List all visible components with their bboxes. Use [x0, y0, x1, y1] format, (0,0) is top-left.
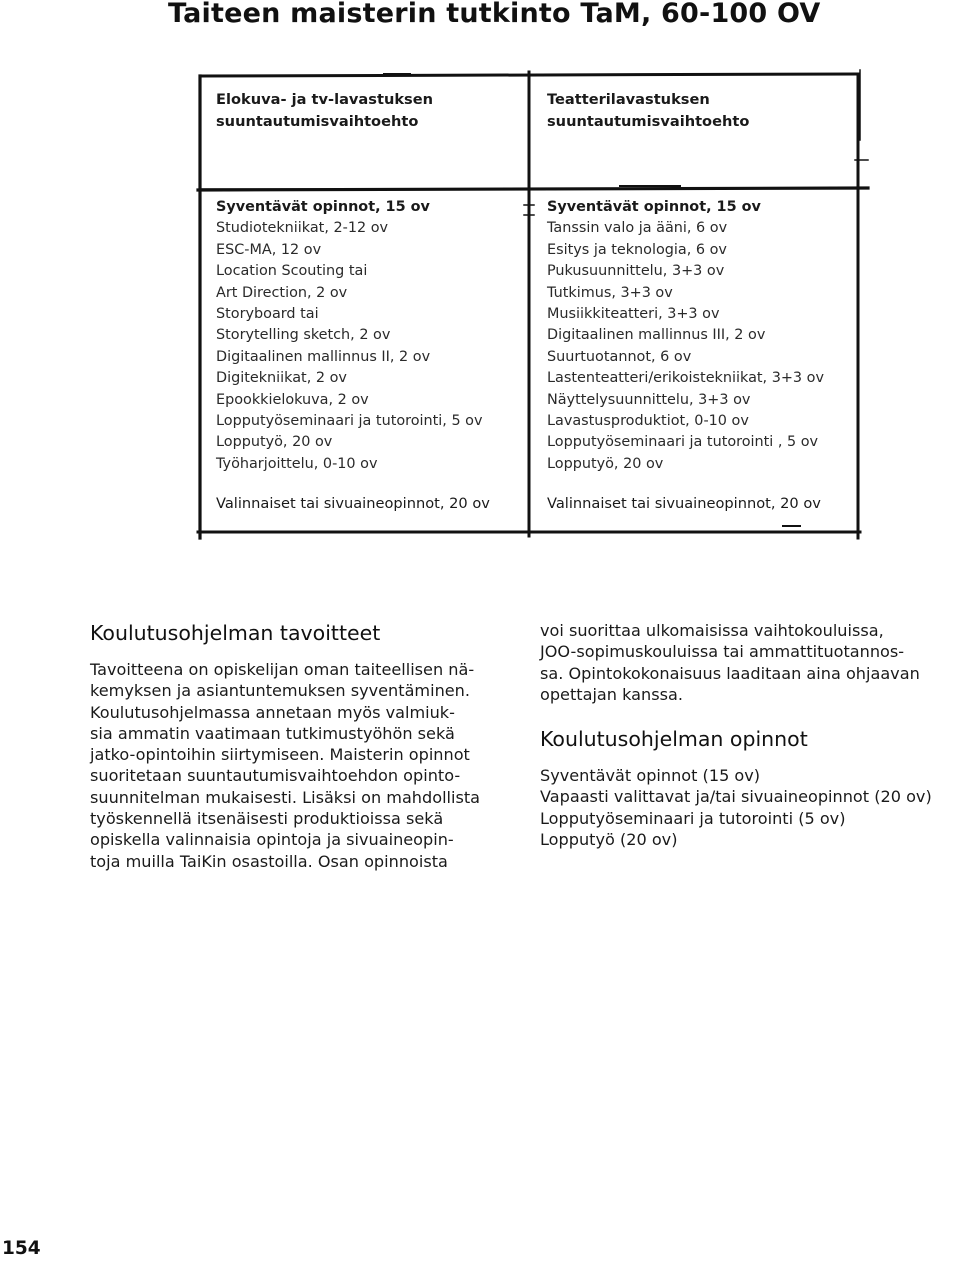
- list-item: ESC-MA, 12 ov: [216, 241, 322, 258]
- col1-header-line: Elokuva- ja tv-lavastuksen: [216, 91, 434, 108]
- goals-text-line: suunnitelman mukaisesti. Lisäksi on mahdollista: [90, 787, 481, 807]
- studies-line: Lopputyöseminaari ja tutorointi (5 ov): [540, 808, 846, 828]
- list-item: Art Direction, 2 ov: [216, 284, 348, 301]
- list-item: Digitaalinen mallinnus III, 2 ov: [547, 327, 766, 344]
- col2-course-list: [547, 197, 824, 475]
- goals-text-line: Koulutusohjelmassa annetaan myös valmiuk-: [90, 702, 455, 722]
- goals-text-line: opiskella valinnaisia opintoja ja sivuaineopin-: [90, 830, 454, 850]
- col1-header-line: suuntautumisvaihtoehto: [216, 112, 419, 130]
- col2-header-line: Teatterilavastuksen: [547, 91, 710, 108]
- goals-heading: Koulutusohjelman tavoitteet: [90, 621, 381, 645]
- list-item: Lastenteatteri/erikoistekniikat, 3+3 ov: [547, 370, 824, 387]
- list-item: Esitys ja teknologia, 6 ov: [547, 241, 727, 258]
- col1-elective: Valinnaiset tai sivuaineopinnot, 20 ov: [216, 495, 490, 512]
- list-item: Tutkimus, 3+3 ov: [547, 284, 673, 301]
- goals-continued-line: sa. Opintokokonaisuus laaditaan aina ohjaavan: [540, 663, 920, 683]
- goals-text-line: sia ammatin vaatimaan tutkimustyöhön sekä: [90, 723, 455, 743]
- list-item: Studiotekniikat, 2-12 ov: [216, 220, 389, 237]
- list-item: Lopputyöseminaari ja tutorointi , 5 ov: [547, 434, 819, 451]
- list-item: Suurtuotannot, 6 ov: [547, 348, 692, 365]
- list-item: Lopputyö, 20 ov: [547, 455, 664, 472]
- goals-section: [90, 619, 515, 872]
- page-number: 154: [2, 1238, 41, 1259]
- col2-elective: Valinnaiset tai sivuaineopinnot, 20 ov: [547, 495, 821, 512]
- list-item: Pukusuunnittelu, 3+3 ov: [547, 263, 725, 280]
- goals-continued-line: voi suorittaa ulkomaisissa vaihtokouluissa,: [540, 621, 884, 640]
- goals-text-line: kemyksen ja asiantuntemuksen syventäminen.: [90, 681, 470, 701]
- list-item: Lopputyöseminaari ja tutorointi, 5 ov: [216, 413, 483, 430]
- col2-header-line: suuntautumisvaihtoehto: [547, 112, 750, 130]
- goals-text-line: työskennellä itsenäisesti produktioissa sekä: [90, 809, 444, 829]
- col1-header: [216, 89, 433, 132]
- goals-text-line: Tavoitteena on opiskelijan oman taiteellisen nä-: [90, 660, 475, 679]
- studies-line: Vapaasti valittavat ja/tai sivuaineopinnot (20 ov): [540, 787, 932, 807]
- list-item: Näyttelysuunnittelu, 3+3 ov: [547, 391, 751, 408]
- list-item: Storytelling sketch, 2 ov: [216, 327, 391, 344]
- list-item: Tanssin valo ja ääni, 6 ov: [547, 220, 728, 237]
- goals-text-line: jatko-opintoihin siirtymiseen. Maisterin opinnot: [90, 745, 470, 765]
- col1-course-list: [216, 197, 483, 475]
- list-item: Digitaalinen mallinnus II, 2 ov: [216, 348, 431, 365]
- col1-section-heading: Syventävät opinnot, 15 ov: [216, 199, 430, 215]
- goals-continued-line: opettajan kanssa.: [540, 684, 683, 704]
- list-item: Epookkielokuva, 2 ov: [216, 391, 369, 408]
- goals-text-line: toja muilla TaiKin osastoilla. Osan opinnoista: [90, 851, 448, 871]
- goals-continued-line: JOO-sopimuskouluissa tai ammattituotannos-: [540, 642, 905, 662]
- goals-text-line: suoritetaan suuntautumisvaihtoehdon opinto-: [90, 766, 461, 786]
- studies-line: Syventävät opinnot (15 ov): [540, 766, 761, 786]
- studies-heading: Koulutusohjelman opinnot: [540, 727, 808, 752]
- list-item: Digitekniikat, 2 ov: [216, 370, 347, 387]
- right-text-column: [540, 620, 960, 850]
- list-item: Lavastusproduktiot, 0-10 ov: [547, 413, 749, 430]
- list-item: Musiikkiteatteri, 3+3 ov: [547, 306, 720, 323]
- list-item: Lopputyö, 20 ov: [216, 434, 333, 451]
- page-title: Taiteen maisterin tutkinto TaM, 60-100 OV: [168, 0, 821, 29]
- list-item: Storyboard tai: [216, 306, 319, 323]
- studies-line: Lopputyö (20 ov): [540, 830, 678, 850]
- list-item: Location Scouting tai: [216, 263, 368, 280]
- list-item: Työharjoittelu, 0-10 ov: [216, 455, 378, 472]
- col2-header: [547, 89, 749, 132]
- col2-section-heading: Syventävät opinnot, 15 ov: [547, 199, 761, 215]
